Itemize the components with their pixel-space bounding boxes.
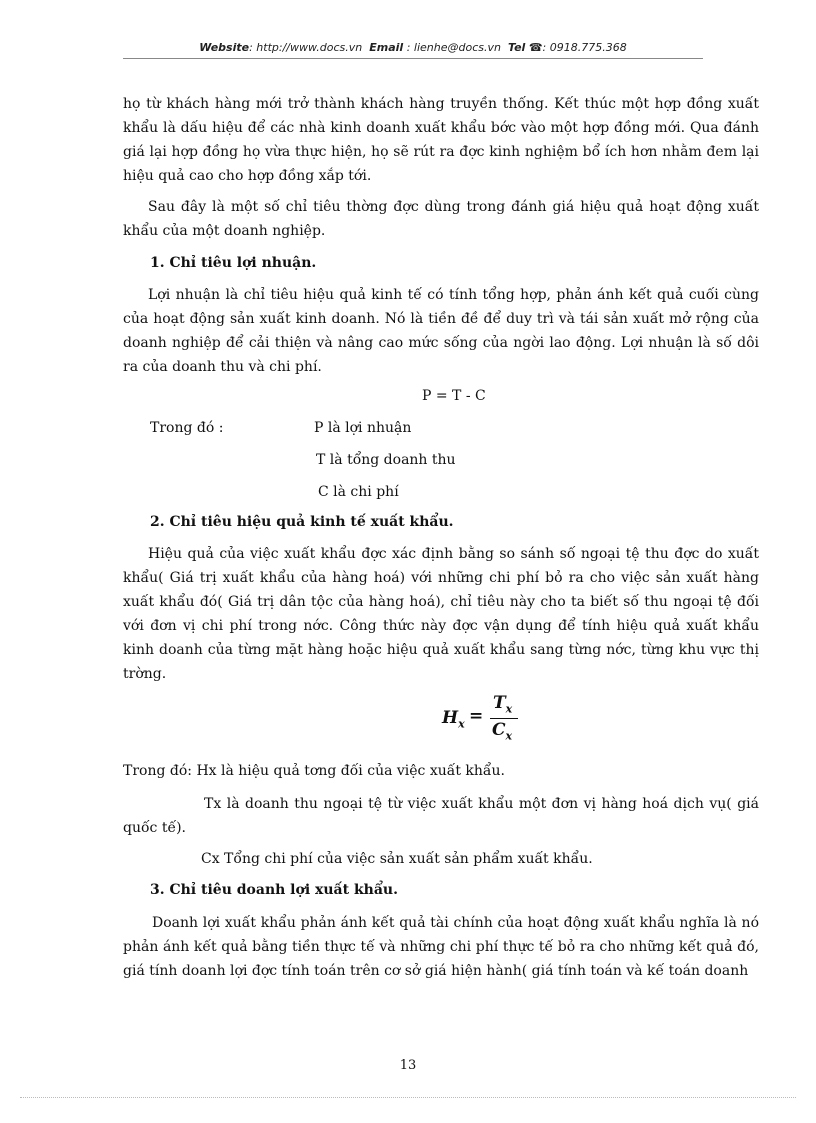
- formula-profit: P = T - C: [422, 388, 486, 404]
- formula-denominator: $C_x$: [492, 720, 513, 743]
- email-label: Email: [369, 41, 404, 54]
- tel-label: Tel: [507, 41, 526, 54]
- heading-1: 1. Chỉ tiêu lợi nhuận.: [150, 255, 317, 271]
- where-t: T là tổng doanh thu: [316, 452, 456, 468]
- where-p: P là lợi nhuận: [314, 420, 412, 436]
- header-divider: [123, 58, 703, 59]
- where-hx: Trong đó: Hx là hiệu quả tơng đối của việc xuất khẩu.: [123, 763, 505, 779]
- formula-numerator: $T_x$: [493, 693, 513, 716]
- where-c: C là chi phí: [318, 484, 399, 500]
- bottom-divider: [20, 1097, 796, 1098]
- paragraph-2: Sau đây là một số chỉ tiêu thờng đợc dùng trong đánh giá hiệu quả hoạt động xuất khẩu của một doanh nghiệp.: [123, 199, 759, 239]
- where-tx: Tx là doanh thu ngoại tệ từ việc xuất khẩu một đơn vị hàng hoá dịch vụ( giá quốc tế).: [123, 796, 759, 836]
- phone-icon: ☎: [528, 41, 543, 54]
- page-header: [123, 41, 703, 54]
- website-value[interactable]: : http://www.docs.vn: [249, 41, 363, 54]
- where-label-1: Trong đó :: [150, 420, 224, 436]
- page-number: 13: [399, 1058, 417, 1073]
- formula-equals: =: [469, 706, 484, 726]
- email-value[interactable]: : lienhe@docs.vn: [406, 41, 501, 54]
- fraction-bar: [490, 718, 518, 719]
- paragraph-4: Hiệu quả của việc xuất khẩu đợc xác định bằng so sánh số ngoại tệ thu đợc do xuất khẩu( Giá trị xuất khẩu của hàng hoá) với những chi phí bỏ ra cho việc sản xuất hàng xuất khẩu đó( Giá trị dân tộc của hàng hoá), chỉ tiêu này cho ta biết số thu ngoại tệ đối với đơn vị chi phí trong nớc. Công thức này đợc vận dụng để tính hiệu quả xuất khẩu kinh doanh của từng mặt hàng hoặc hiệu quả xuất khẩu sang từng nớc, từng khu vực thị trờng.: [123, 546, 759, 682]
- formula-efficiency: [440, 693, 530, 745]
- where-cx: Cx Tổng chi phí của việc sản xuất sản phẩm xuất khẩu.: [201, 851, 593, 867]
- paragraph-3: Lợi nhuận là chỉ tiêu hiệu quả kinh tế có tính tổng hợp, phản ánh kết quả cuối cùng của hoạt động sản xuất kinh doanh. Nó là tiền đề để duy trì và tái sản xuất mở rộng của doanh nghiệp để cải thiện và nâng cao mức sống của ngời lao động. Lợi nhuận là số dôi ra của doanh thu và chi phí.: [123, 287, 759, 375]
- website-label: Website: [199, 41, 250, 54]
- paragraph-1: họ từ khách hàng mới trở thành khách hàng truyền thống. Kết thúc một hợp đồng xuất khẩu là dấu hiệu để các nhà kinh doanh xuất khẩu bớc vào một hợp đồng mới. Qua đánh giá lại hợp đồng họ vừa thực hiện, họ sẽ rút ra đợc kinh nghiệm bổ ích hơn nhằm đem lại hiệu quả cao cho hợp đồng xắp tới.: [123, 96, 759, 184]
- formula-lhs: $H_x$: [442, 708, 465, 731]
- paragraph-5: Doanh lợi xuất khẩu phản ánh kết quả tài chính của hoạt động xuất khẩu nghĩa là nó phản ánh kết quả bằng tiền thực tế và những chi phí thực tế bỏ ra cho những kết quả đó, giá tính doanh lợi đợc tính toán trên cơ sở giá hiện hành( giá tính toán và kế toán doanh: [123, 915, 759, 979]
- heading-3: 3. Chỉ tiêu doanh lợi xuất khẩu.: [150, 882, 398, 898]
- heading-2: 2. Chỉ tiêu hiệu quả kinh tế xuất khẩu.: [150, 514, 454, 530]
- tel-value: : 0918.775.368: [542, 41, 627, 54]
